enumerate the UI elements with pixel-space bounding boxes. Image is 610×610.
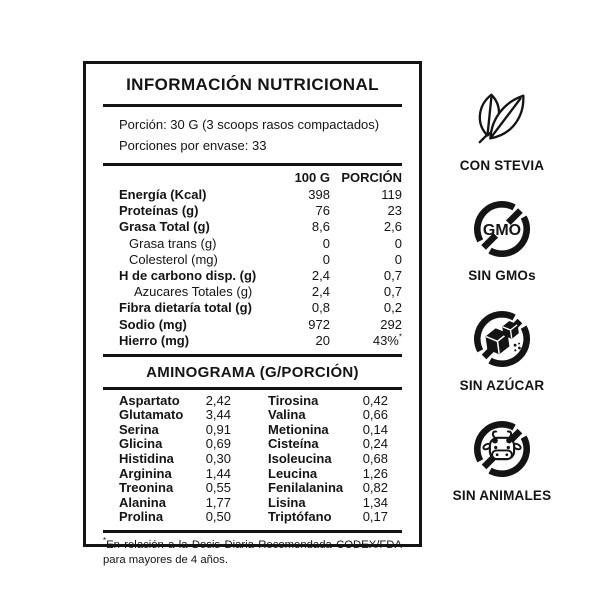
badge-label: CON STEVIA <box>459 158 545 173</box>
amino-name: Triptófano <box>268 509 332 525</box>
badge-label: SIN GMOs <box>468 268 536 283</box>
table-row <box>103 394 402 409</box>
nutrient-label: Hierro (mg) <box>119 332 190 348</box>
panel-title: INFORMACIÓN NUTRICIONAL <box>126 75 379 94</box>
amino-value: 1,44 <box>205 465 231 481</box>
table-row <box>103 317 402 333</box>
table-row <box>103 510 402 525</box>
amino-name: Glicina <box>119 436 163 452</box>
amino-value: 0,24 <box>362 436 388 452</box>
table-row <box>103 300 402 316</box>
table-row <box>103 423 402 438</box>
amino-value: 1,26 <box>362 465 388 481</box>
nutrient-label: Grasa Total (g) <box>119 219 210 235</box>
nutrient-label: H de carbono disp. (g) <box>119 268 257 284</box>
amino-name: Glutamato <box>119 407 184 423</box>
amino-name: Isoleucina <box>268 450 332 466</box>
nutrient-value-100g: 0 <box>322 251 330 267</box>
amino-name: Valina <box>268 407 306 423</box>
stevia-leaves-icon <box>471 86 533 150</box>
nutrient-value-100g: 76 <box>315 203 330 219</box>
nutrient-value-porcion: 0,2 <box>383 300 402 316</box>
nutrient-label: Grasa trans (g) <box>129 235 217 251</box>
table-row <box>103 219 402 235</box>
amino-name: Leucina <box>268 465 318 481</box>
nutrient-value-porcion: 0 <box>394 251 402 267</box>
nutrient-value-porcion: 0,7 <box>383 268 402 284</box>
nutrient-value-100g: 2,4 <box>311 284 330 300</box>
nutrient-label: Energía (Kcal) <box>119 187 207 202</box>
no-animals-icon <box>471 418 533 480</box>
nutrient-value-porcion: 292 <box>380 316 402 332</box>
amino-value: 1,77 <box>205 494 231 510</box>
table-row <box>103 496 402 511</box>
no-sugar-icon <box>471 308 533 370</box>
badge-label: SIN AZÚCAR <box>459 378 545 393</box>
nutrient-label: Proteínas (g) <box>119 203 199 219</box>
amino-name: Prolina <box>119 509 164 525</box>
amino-name: Treonina <box>119 480 174 496</box>
nutrient-value-porcion: 119 <box>381 187 402 202</box>
amino-value: 3,44 <box>205 407 231 423</box>
claims-badges-column <box>447 86 557 503</box>
servings-per-container-line: Porciones por envase: 33 <box>119 138 267 153</box>
table-row <box>103 452 402 467</box>
amino-value: 0,14 <box>362 421 388 437</box>
nutrient-value-porcion: 0 <box>394 235 402 251</box>
nutrient-value-100g: 398 <box>308 187 330 202</box>
nutrient-value-100g: 972 <box>308 316 330 332</box>
nutrient-value-porcion: 23 <box>387 203 402 219</box>
gmo-icon-text: GMO <box>482 221 522 239</box>
no-gmo-icon <box>471 198 533 260</box>
amino-name: Histidina <box>119 450 174 466</box>
badge-con-stevia <box>460 86 545 173</box>
amino-value: 0,50 <box>205 509 231 525</box>
serving-size-line: Porción: 30 G (3 scoops rasos compactados) <box>119 117 380 132</box>
table-row <box>103 481 402 496</box>
amino-name: Arginina <box>119 465 172 481</box>
amino-value: 0,69 <box>205 436 231 452</box>
nutrient-value-100g: 0,8 <box>311 300 330 316</box>
footnote-marker: * <box>398 332 402 342</box>
nutrition-table <box>103 166 402 354</box>
column-header-porcion: PORCIÓN <box>341 170 402 185</box>
table-row <box>103 437 402 452</box>
nutrition-facts-panel <box>83 61 422 566</box>
table-row <box>103 236 402 252</box>
badge-sin-azucar <box>460 308 545 393</box>
amino-value: 1,34 <box>362 494 388 510</box>
footnote-marker: * <box>103 536 107 546</box>
amino-name: Alanina <box>119 494 166 510</box>
divider <box>103 354 402 357</box>
badge-sin-gmos <box>468 198 536 283</box>
table-row <box>103 333 402 349</box>
table-row <box>103 408 402 423</box>
amino-value: 2,42 <box>205 392 231 408</box>
column-header-100g: 100 G <box>294 170 330 185</box>
table-row <box>103 203 402 219</box>
badge-sin-animales <box>453 418 552 503</box>
nutrient-value-porcion: 0,7 <box>383 284 402 300</box>
amino-value: 0,82 <box>362 480 388 496</box>
table-row <box>103 467 402 482</box>
amino-value: 0,42 <box>362 392 388 408</box>
amino-value: 0,66 <box>362 407 388 423</box>
table-row <box>103 252 402 268</box>
amino-value: 0,68 <box>362 450 388 466</box>
amino-name: Tirosina <box>268 392 319 408</box>
table-row <box>103 268 402 284</box>
nutrient-value-100g: 20 <box>315 332 330 348</box>
amino-name: Metionina <box>268 421 329 437</box>
aminogram-table <box>103 390 402 530</box>
nutrient-value-100g: 8,6 <box>311 219 330 235</box>
amino-name: Aspartato <box>119 392 180 408</box>
amino-name: Serina <box>119 421 159 437</box>
aminogram-title: AMINOGRAMA (G/PORCIÓN) <box>146 364 359 382</box>
amino-name: Cisteína <box>268 436 319 452</box>
amino-value: 0,91 <box>205 421 231 437</box>
nutrient-label: Colesterol (mg) <box>129 251 218 267</box>
amino-value: 0,30 <box>205 450 231 466</box>
footnote: *En relación a la Dosis Diaria Recomendada CODEX/FDA para mayores de 4 años. <box>103 536 402 566</box>
nutrient-value-porcion: 2,6 <box>383 219 402 235</box>
nutrient-value-100g: 2,4 <box>311 268 330 284</box>
amino-name: Fenilalanina <box>268 480 344 496</box>
amino-name: Lisina <box>268 494 306 510</box>
serving-info <box>103 107 402 163</box>
amino-value: 0,17 <box>362 509 388 525</box>
nutrient-label: Azucares Totales (g) <box>134 284 253 300</box>
nutrition-table-header <box>103 168 402 187</box>
table-row <box>103 284 402 300</box>
nutrient-label: Fibra dietaría total (g) <box>119 300 252 316</box>
nutrient-label: Sodio (mg) <box>119 316 187 332</box>
badge-label: SIN ANIMALES <box>452 488 552 503</box>
table-row <box>103 187 402 203</box>
nutrient-value-porcion: 43%* <box>372 332 402 348</box>
amino-value: 0,55 <box>205 480 231 496</box>
nutrient-value-100g: 0 <box>322 235 330 251</box>
